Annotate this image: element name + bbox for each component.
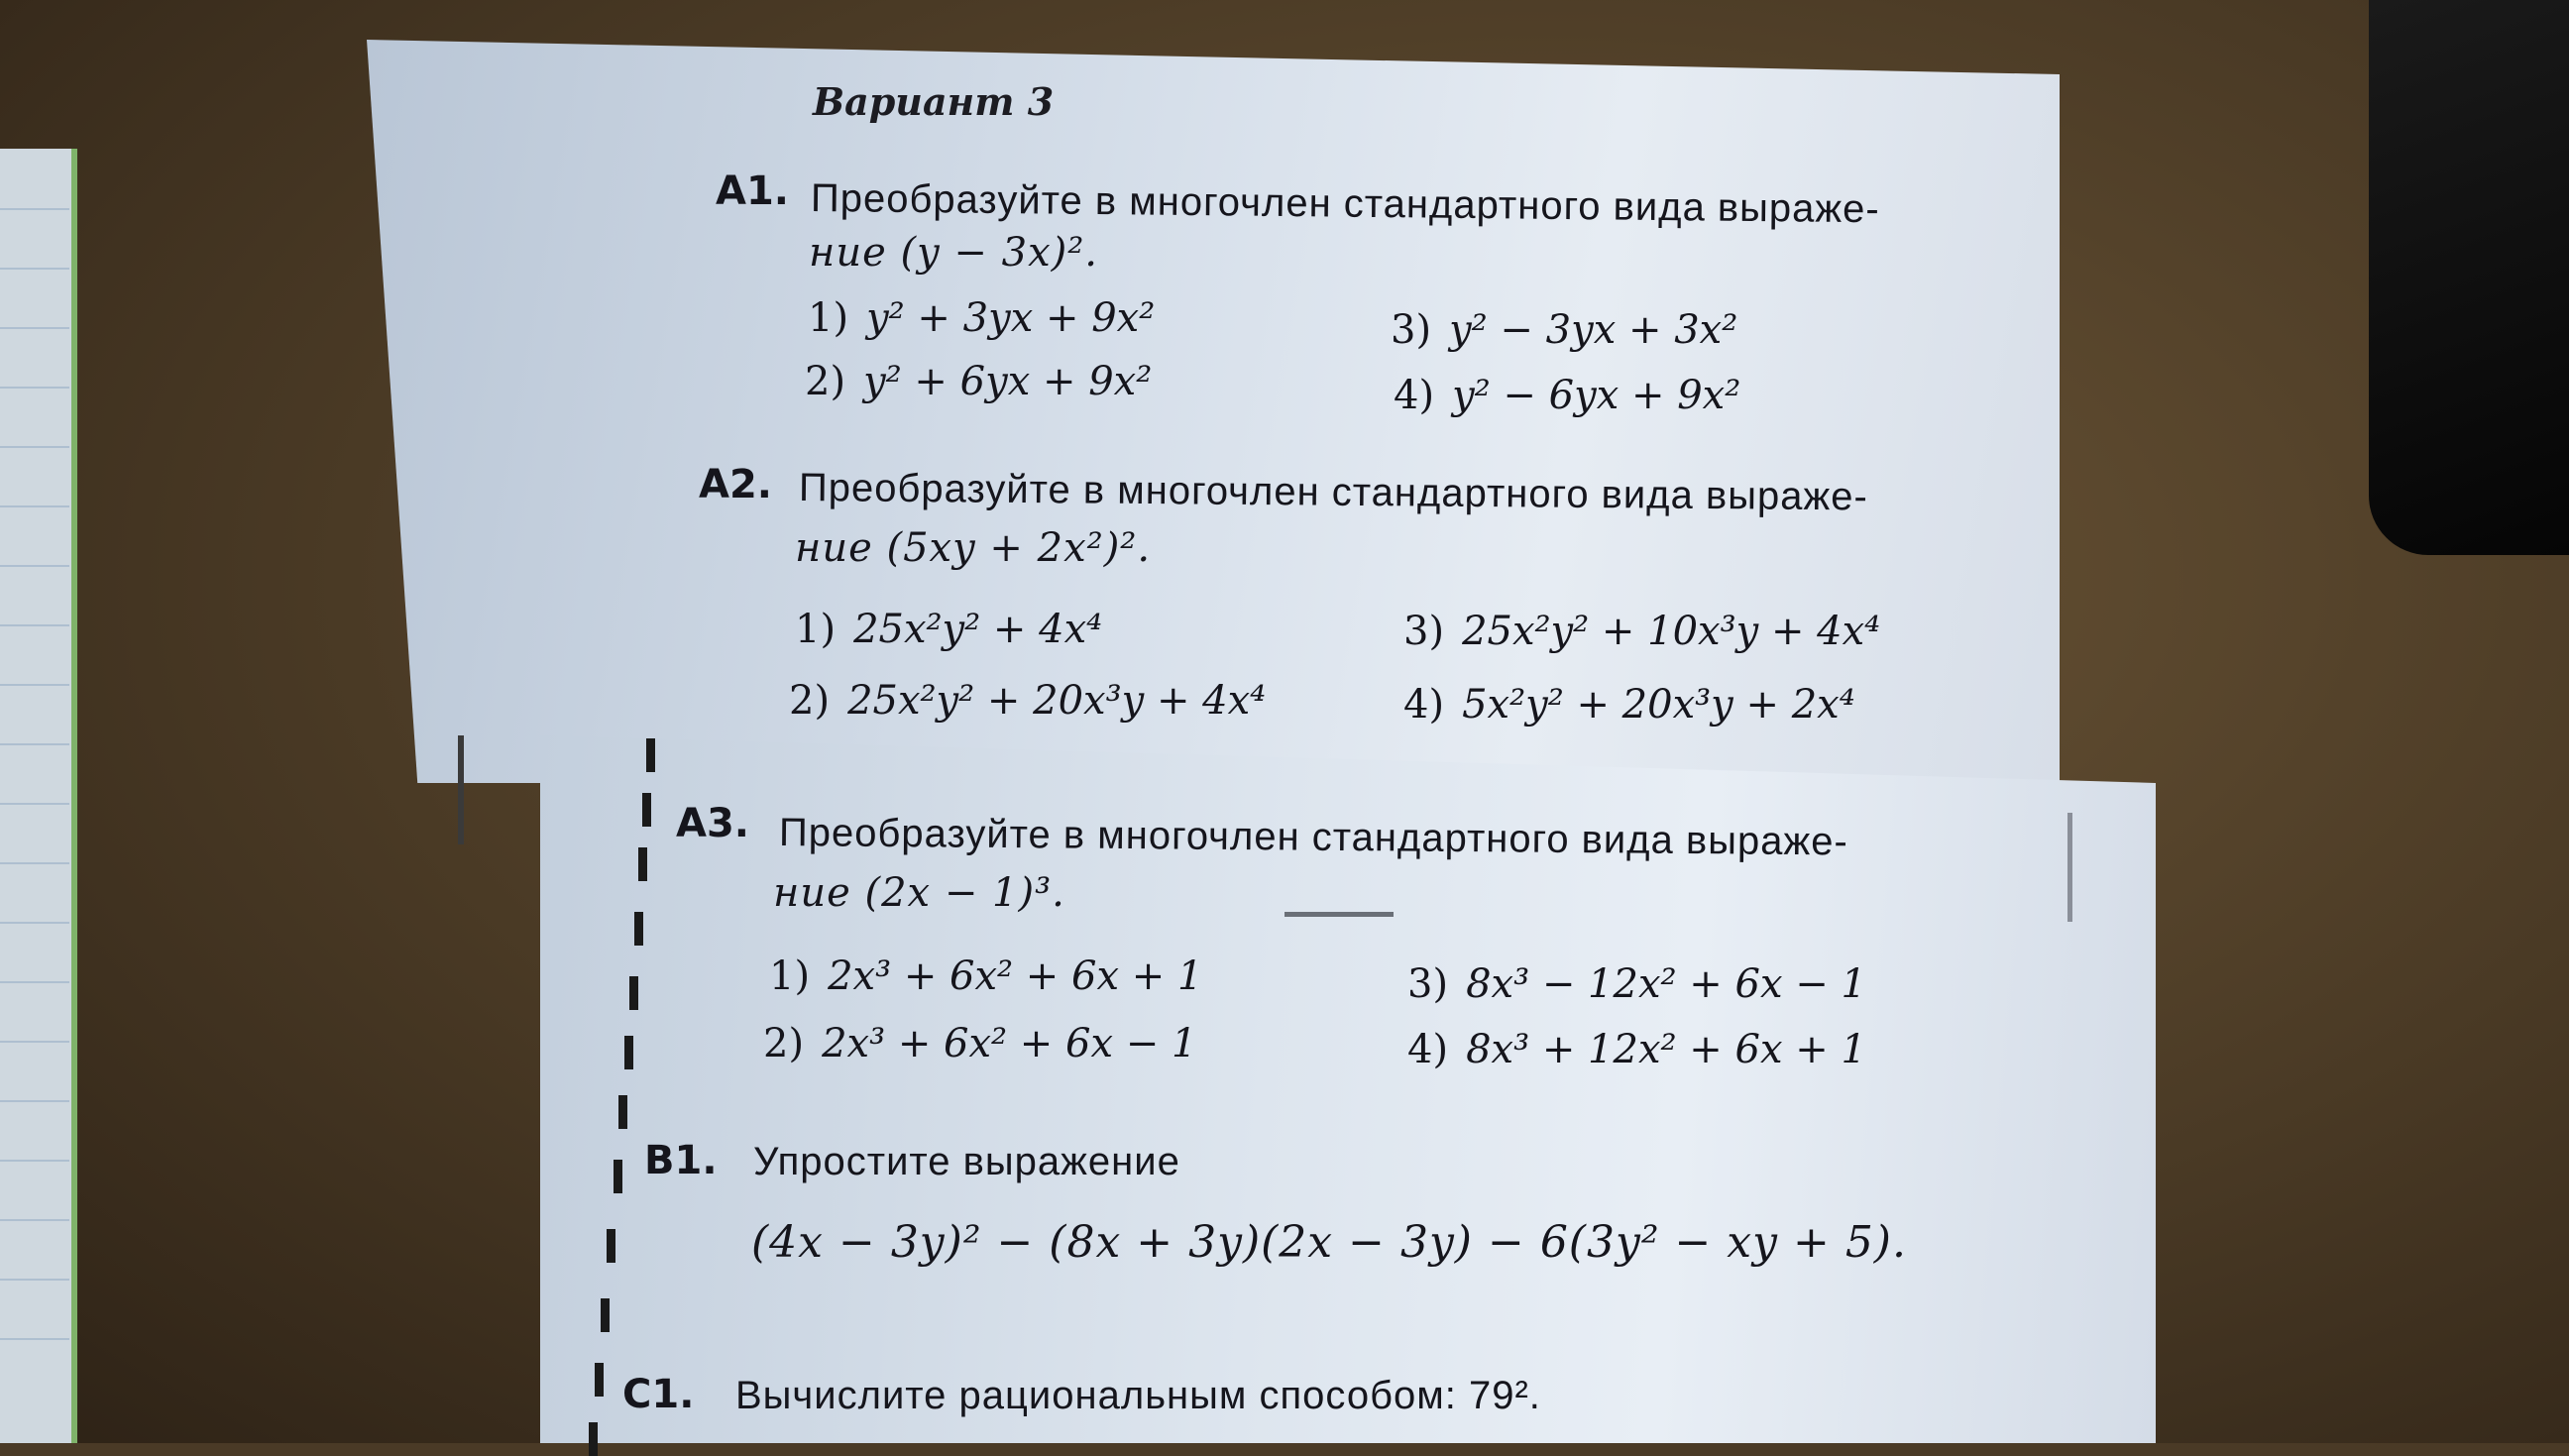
task-a1-label: А1. bbox=[716, 168, 789, 214]
task-b1-label: В1. bbox=[644, 1138, 718, 1183]
a1-option-1: 1) y² + 3yx + 9x² bbox=[808, 295, 1156, 341]
task-a3-label: А3. bbox=[676, 801, 749, 846]
task-a1-line1: Преобразуйте в многочлен стандартного вида выраже- bbox=[810, 176, 1880, 232]
a1-option-4: 4) y² − 6yx + 9x² bbox=[1394, 373, 1741, 418]
a2-option-4: 4) 5x²y² + 20x³y + 2x⁴ bbox=[1403, 682, 1855, 728]
task-a2-line2: ние (5xy + 2x²)². bbox=[795, 525, 1152, 571]
task-c1-line1: Вычислите рациональным способом: 79². bbox=[735, 1374, 1541, 1417]
pencil-mark bbox=[458, 735, 464, 844]
task-a2-label: А2. bbox=[699, 462, 772, 507]
notebook-edge bbox=[0, 149, 77, 1443]
a3-option-1: 1) 2x³ + 6x² + 6x + 1 bbox=[769, 953, 1203, 999]
task-a3-line1: Преобразуйте в многочлен стандартного вида выраже- bbox=[778, 811, 1848, 864]
a3-option-3: 3) 8x³ − 12x² + 6x − 1 bbox=[1407, 961, 1866, 1007]
a2-option-1: 1) 25x²y² + 4x⁴ bbox=[795, 607, 1103, 652]
task-a3-line2: ние (2x − 1)³. bbox=[773, 870, 1065, 916]
a1-option-2: 2) y² + 6yx + 9x² bbox=[805, 359, 1153, 404]
task-a2-line1: Преобразуйте в многочлен стандартного вида выраже- bbox=[798, 466, 1868, 519]
a3-option-4: 4) 8x³ + 12x² + 6x + 1 bbox=[1407, 1027, 1866, 1072]
a3-option-2: 2) 2x³ + 6x² + 6x − 1 bbox=[763, 1021, 1197, 1066]
a2-option-2: 2) 25x²y² + 20x³y + 4x⁴ bbox=[789, 678, 1267, 724]
variant-title: Вариант 3 bbox=[813, 79, 1055, 124]
paper-sheet-top bbox=[367, 40, 2060, 783]
a1-option-3: 3) y² − 3yx + 3x² bbox=[1391, 307, 1738, 353]
dark-device bbox=[2369, 0, 2569, 555]
task-a1-line2: ние (y − 3x)². bbox=[809, 230, 1099, 276]
task-b1-line1: Упростите выражение bbox=[753, 1140, 1180, 1183]
a2-option-3: 3) 25x²y² + 10x³y + 4x⁴ bbox=[1403, 609, 1881, 654]
pencil-mark-right bbox=[2067, 813, 2072, 922]
task-b1-expression: (4x − 3y)² − (8x + 3y)(2x − 3y) − 6(3y² − xy + 5). bbox=[751, 1217, 1907, 1268]
task-c1-label: С1. bbox=[622, 1372, 695, 1417]
pencil-dash bbox=[1284, 912, 1394, 917]
